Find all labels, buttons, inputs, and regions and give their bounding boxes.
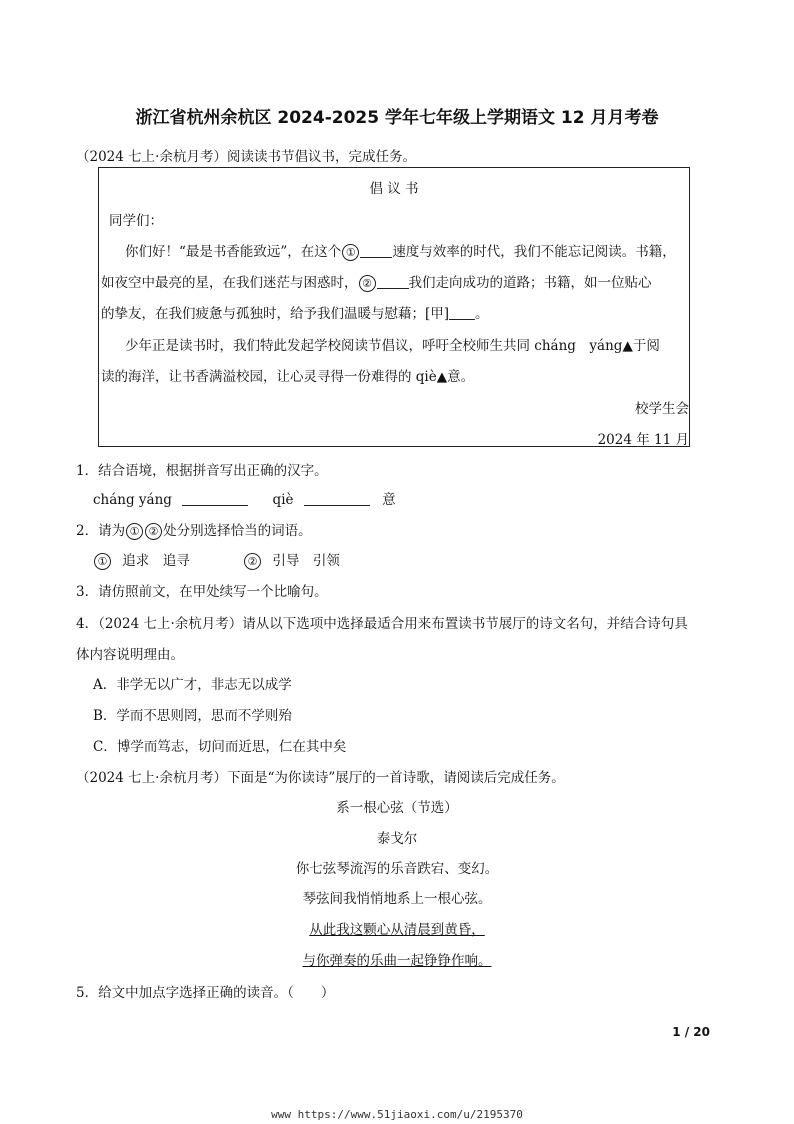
letter-date: 2024 年 11 月	[597, 432, 689, 448]
poem-line-1: 你七弦琴流泻的乐音跌宕、变幻。	[295, 861, 499, 877]
letter-greeting: 同学们：	[109, 213, 163, 229]
question-2: 2．请为 ① ② 处分别选择恰当的词语。	[76, 523, 312, 539]
question-1-answer-line	[93, 488, 396, 508]
page-number: 1 / 20	[672, 1025, 710, 1039]
fill-blank-1	[360, 245, 392, 258]
question-2-options: ① 追求 追寻 ② 引导 引领	[93, 549, 340, 570]
fill-blank-2	[377, 276, 409, 289]
pinyin-changyang: cháng yáng	[93, 492, 172, 508]
option-group-2: 引导 引领	[272, 553, 340, 569]
letter-heading: 倡 议 书	[369, 181, 419, 197]
intro-text: （2024 七上·余杭月考）阅读读书节倡议书，完成任务。	[76, 149, 416, 165]
letter-paragraph-2-line-2: 读的海洋，让书香满溢校园，让心灵寻得一份难得的 qiè▲意。	[101, 369, 475, 385]
pinyin-qie: qiè	[272, 492, 294, 508]
letter-paragraph-1-line-2: 如夜空中最亮的星，在我们迷茫与困惑时， ② 我们走向成功的道路；书籍，如一位贴心	[101, 275, 652, 291]
question-4-line-2: 体内容说明理由。	[76, 647, 184, 663]
poem-line-4: 与你弹奏的乐曲一起铮铮作响。	[302, 953, 492, 969]
question-4-option-a: A．非学无以广才，非志无以成学	[93, 677, 292, 693]
section-2-intro: （2024 七上·余杭月考）下面是“为你读诗”展厅的一首诗歌，请阅读后完成任务。	[76, 770, 565, 786]
question-5: 5．给文中加点字选择正确的读音。（ ）	[76, 985, 335, 1001]
option-group-1: 追求 追寻	[122, 553, 190, 569]
question-4-option-b: B．学而不思则罔，思而不学则殆	[93, 708, 292, 724]
suffix-yi: 意	[382, 492, 396, 508]
question-4-line-1: 4．（2024 七上·余杭月考）请从以下选项中选择最适合用来布置读书节展厅的诗文名句，并结合诗句具	[76, 616, 688, 632]
letter-paragraph-1-line-1: 你们好！“最是书香能致远”，在这个 ① 速度与效率的时代，我们不能忘记阅读。书籍，	[125, 244, 676, 260]
question-4-option-c: C．博学而笃志，切问而近思，仁在其中矣	[93, 739, 347, 755]
blank-marker-2: ②	[359, 275, 376, 292]
letter-paragraph-2-line-1: 少年正是读书时，我们特此发起学校阅读节倡议，呼吁全校师生共同 cháng yáng▲于阅	[125, 338, 660, 354]
poem-line-2: 琴弦间我悄悄地系上一根心弦。	[302, 891, 492, 907]
question-1: 1．结合语境，根据拼音写出正确的汉字。	[76, 463, 328, 479]
poem-author: 泰戈尔	[376, 831, 418, 847]
answer-blank-changyang[interactable]	[182, 493, 248, 506]
footer-url[interactable]: www https://www.51jiaoxi.com/u/2195370	[271, 1108, 523, 1121]
answer-blank-qie[interactable]	[304, 493, 370, 506]
poem-line-3: 从此我这颗心从清晨到黄昏，	[309, 922, 485, 938]
fill-blank-jia	[449, 307, 475, 320]
poem-title: 系一根心弦（节选）	[336, 800, 458, 816]
question-3: 3．请仿照前文，在甲处续写一个比喻句。	[76, 584, 328, 600]
letter-signer: 校学生会	[635, 401, 689, 417]
letter-paragraph-1-line-3: 的挚友，在我们疲惫与孤独时，给予我们温暖与慰藉；[甲] 。	[101, 306, 489, 322]
proposal-letter-box	[98, 167, 690, 447]
blank-marker-1: ①	[342, 244, 359, 261]
page-title: 浙江省杭州余杭区 2024-2025 学年七年级上学期语文 12 月月考卷	[135, 108, 659, 128]
